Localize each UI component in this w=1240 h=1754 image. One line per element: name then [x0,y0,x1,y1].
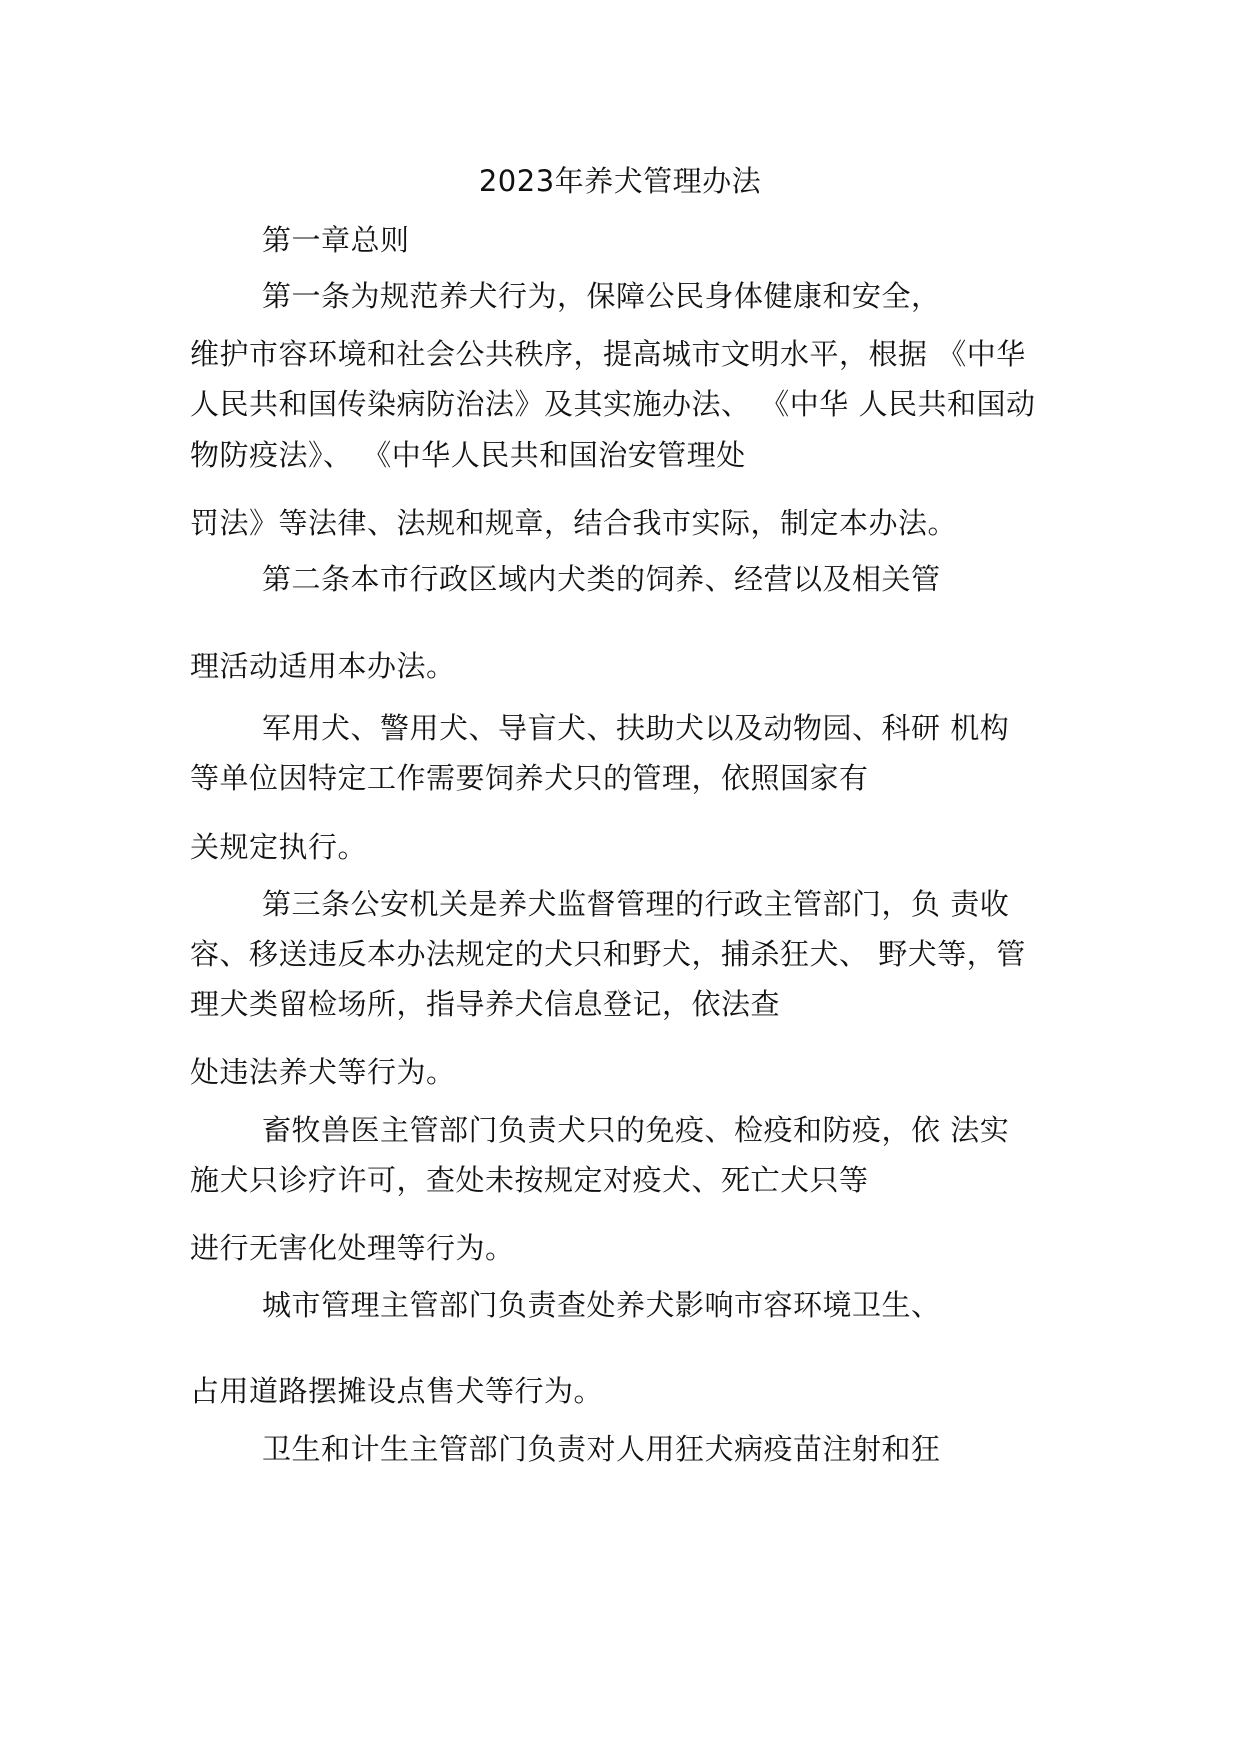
text-line: 理活动适用本办法。 [190,649,456,683]
text-line: 等单位因特定工作需要饲养犬只的管理，依照国家有 [190,761,869,795]
text-line: 关规定执行。 [190,830,368,864]
text-line: 处违法养犬等行为。 [190,1055,456,1089]
text-line: 畜牧兽医主管部门负责犬只的免疫、检疫和防疫，依 法实 [262,1113,1010,1147]
text-line: 卫生和计生主管部门负责对人用狂犬病疫苗注射和狂 [262,1432,941,1466]
text-line: 容、移送违反本办法规定的犬只和野犬，捕杀狂犬、 野犬等，管 [190,937,1026,971]
text-line: 第三条公安机关是养犬监督管理的行政主管部门，负 责收 [262,887,1010,921]
chapter-heading: 第一章总则 [262,223,410,257]
text-line: 罚法》等法律、法规和规章，结合我市实际，制定本办法。 [190,506,958,540]
document-title: 2023年养犬管理办法 [478,164,762,198]
text-line: 第二条本市行政区域内犬类的饲养、经营以及相关管 [262,562,941,596]
text-line: 进行无害化处理等行为。 [190,1231,515,1265]
text-line: 物防疫法》、 《中华人民共和国治安管理处 [190,438,746,472]
text-line: 维护市容环境和社会公共秩序，提高城市文明水平，根据 《中华 [190,337,1026,371]
text-line: 城市管理主管部门负责查处养犬影响市容环境卫生、 [262,1288,941,1322]
text-line: 占用道路摆摊设点售犬等行为。 [190,1374,604,1408]
text-line: 第一条为规范养犬行为，保障公民身体健康和安全， [262,279,941,313]
text-line: 施犬只诊疗许可，查处未按规定对疫犬、死亡犬只等 [190,1163,869,1197]
text-line: 理犬类留检场所，指导养犬信息登记，依法查 [190,987,781,1021]
text-line: 军用犬、警用犬、导盲犬、扶助犬以及动物园、科研 机构 [262,711,1010,745]
text-line: 人民共和国传染病防治法》及其实施办法、 《中华 人民共和国动 [190,387,1036,421]
